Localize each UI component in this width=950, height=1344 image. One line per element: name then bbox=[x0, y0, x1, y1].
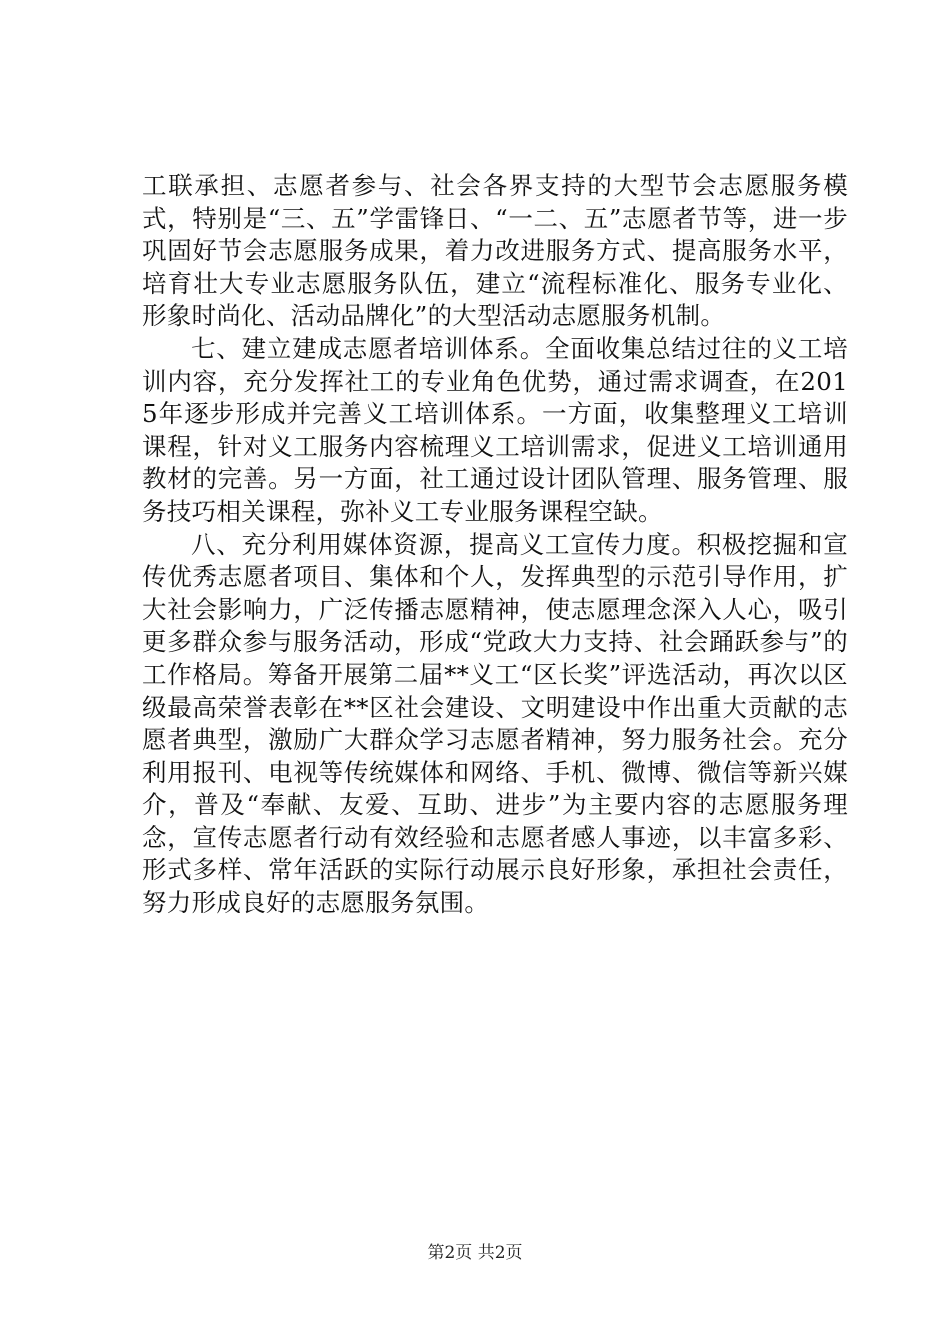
paragraph-continuation: 工联承担、志愿者参与、社会各界支持的大型节会志愿服务模式，特别是“三、五”学雷锋日、“一二、五”志愿者节等，进一步巩固好节会志愿服务成果，着力改进服务方式、提高服务水平，培育壮大专业志愿服务队伍，建立“流程标准化、服务专业化、形象时尚化、活动品牌化”的大型活动志愿服务机制。 bbox=[142, 171, 848, 331]
paragraph-section-eight: 八、充分利用媒体资源，提高义工宣传力度。积极挖掘和宣传优秀志愿者项目、集体和个人，发挥典型的示范引导作用，扩大社会影响力，广泛传播志愿精神，使志愿理念深入人心，吸引更多群众参与服务活动，形成“党政大力支持、社会踊跃参与”的工作格局。筹备开展第二届**义工“区长奖”评选活动，再次以区级最高荣誉表彰在**区社会建设、文明建设中作出重大贡献的志愿者典型，激励广大群众学习志愿者精神，努力服务社会。充分利用报刊、电视等传统媒体和网络、手机、微博、微信等新兴媒介，普及“奉献、友爱、互助、进步”为主要内容的志愿服务理念，宣传志愿者行动有效经验和志愿者感人事迹，以丰富多彩、形式多样、常年活跃的实际行动展示良好形象，承担社会责任，努力形成良好的志愿服务氛围。 bbox=[142, 529, 848, 918]
document-body bbox=[142, 170, 848, 920]
page-number-footer: 第2页 共2页 bbox=[427, 1243, 523, 1263]
paragraph-section-seven: 七、建立建成志愿者培训体系。全面收集总结过往的义工培训内容，充分发挥社工的专业角色优势，通过需求调查，在2015年逐步形成并完善义工培训体系。一方面，收集整理义工培训课程，针对义工服务内容梳理义工培训需求，促进义工培训通用教材的完善。另一方面，社工通过设计团队管理、服务管理、服务技巧相关课程，弥补义工专业服务课程空缺。 bbox=[142, 333, 848, 526]
